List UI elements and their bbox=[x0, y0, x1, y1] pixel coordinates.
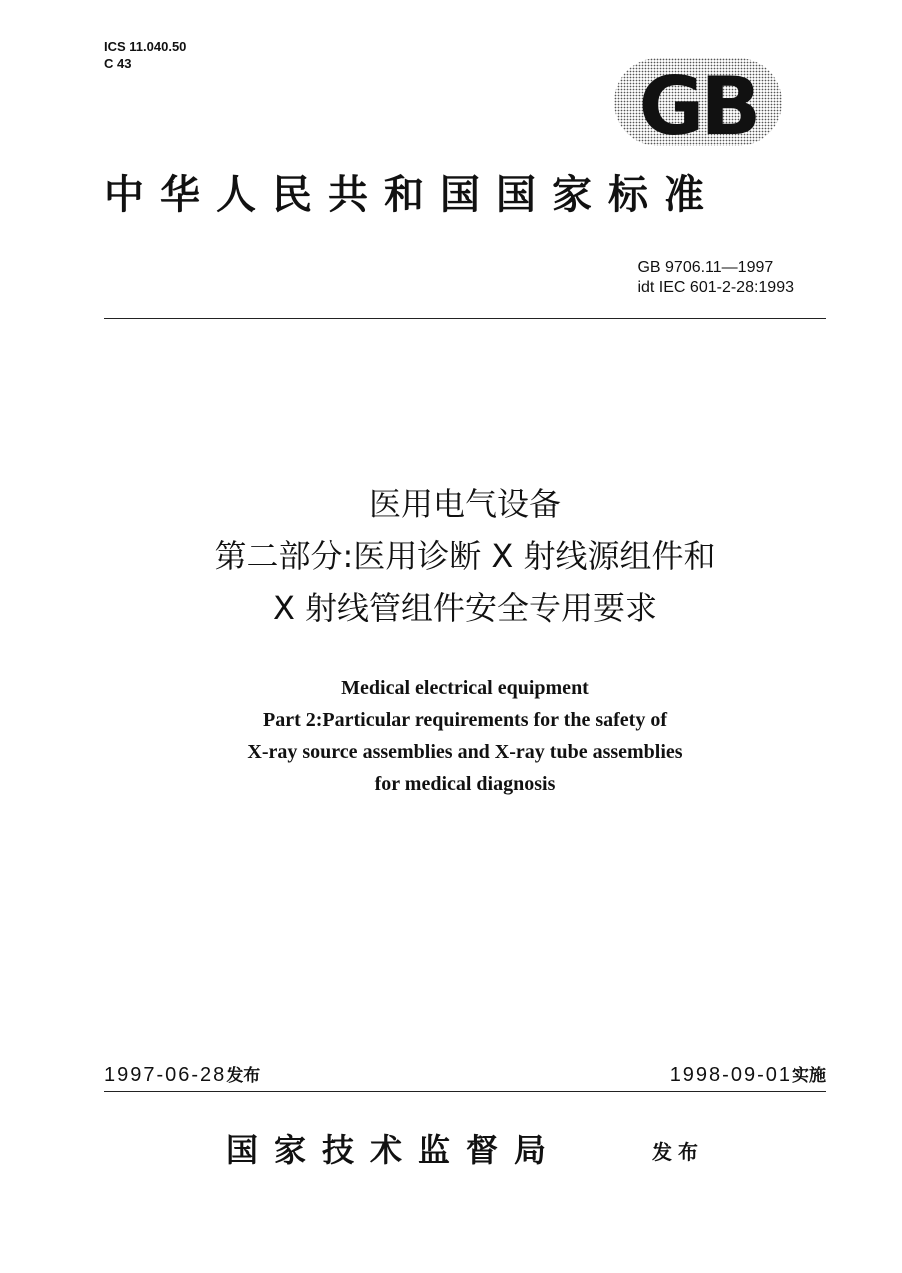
issue-date-value: 1997-06-28 bbox=[104, 1064, 227, 1086]
issue-date bbox=[104, 1062, 260, 1089]
idt-reference: idt IEC 601-2-28:1993 bbox=[637, 279, 794, 296]
svg-text:GB: GB bbox=[638, 60, 758, 146]
national-standard-title: 中华人民共和国国家标准 bbox=[104, 172, 720, 218]
english-title-line: X-ray source assemblies and X-ray tube assemblies bbox=[247, 741, 683, 763]
english-title-line: Medical electrical equipment bbox=[341, 677, 589, 699]
chinese-title-line: X 射线管组件安全专用要求 bbox=[272, 589, 658, 627]
implementation-date bbox=[670, 1062, 826, 1089]
chinese-title-line: 第二部分:医用诊断 X 射线源组件和 bbox=[214, 537, 716, 575]
ics-code: ICS 11.040.50 bbox=[104, 39, 187, 54]
implementation-date-value: 1998-09-01 bbox=[669, 1064, 792, 1086]
chinese-title-line: 医用电气设备 bbox=[368, 485, 561, 523]
classification-codes bbox=[104, 38, 186, 72]
gb-logo-icon bbox=[614, 58, 782, 146]
bottom-divider bbox=[104, 1091, 826, 1092]
top-divider bbox=[104, 318, 826, 319]
issue-date-suffix: 发布 bbox=[226, 1066, 261, 1086]
standard-number: GB 9706.11—1997 bbox=[637, 259, 774, 276]
issuing-authority-suffix: 发布 bbox=[652, 1140, 704, 1164]
ccs-code: C 43 bbox=[104, 56, 132, 71]
chinese-title bbox=[100, 478, 830, 634]
implementation-date-suffix: 实施 bbox=[792, 1066, 826, 1086]
english-title-line: for medical diagnosis bbox=[374, 773, 556, 795]
standard-number-block bbox=[637, 258, 794, 298]
english-title-line: Part 2:Particular requirements for the safety of bbox=[263, 709, 667, 731]
english-title bbox=[100, 672, 830, 800]
issuing-authority: 国家技术监督局 bbox=[226, 1131, 563, 1169]
